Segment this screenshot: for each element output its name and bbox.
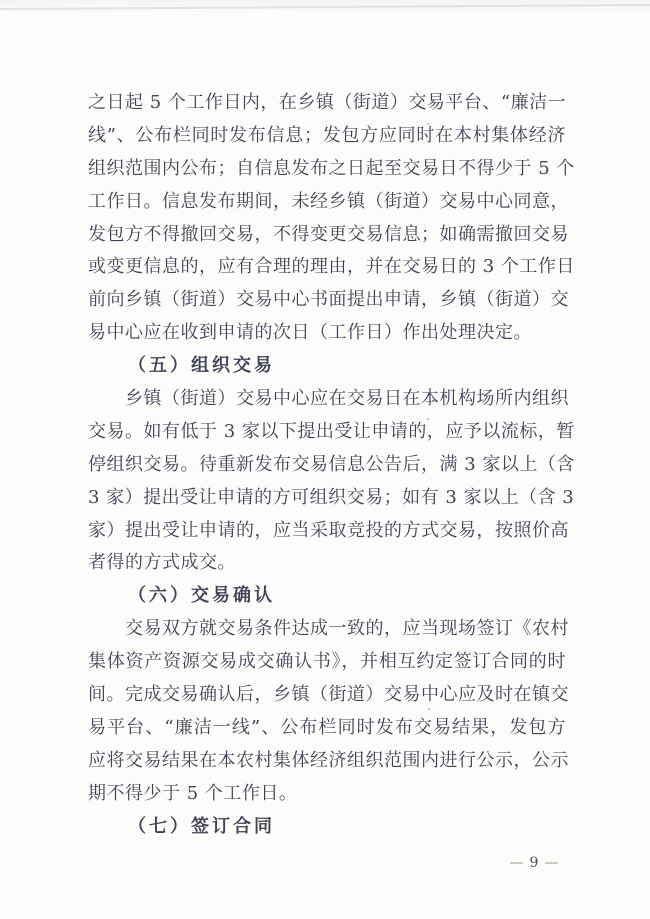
page-number: [500, 853, 568, 873]
text-line: 乡镇（街道）交易中心应在交易日在本机构场所内组织: [125, 388, 569, 410]
page-number-dash-left: —: [509, 855, 524, 871]
text-line: 易中心应在收到申请的次日（工作日）作出处理决定。: [88, 322, 532, 344]
text-line: 组织范围内公布；自信息发布之日起至交易日不得少于 5 个: [88, 157, 575, 179]
page-number-dash-right: —: [544, 855, 559, 871]
scan-speckle: [427, 123, 429, 125]
document-text: [88, 87, 575, 843]
text-line: 发包方不得撤回交易，不得变更交易信息；如确需撤回交易: [88, 223, 569, 245]
text-line: 工作日。信息发布期间，未经乡镇（街道）交易中心同意，: [88, 190, 569, 212]
section-heading: （五）组织交易: [128, 355, 275, 377]
text-line: 应将交易结果在本农村集体经济组织范围内进行公示，公示: [88, 749, 569, 771]
text-line: 集体资产资源交易成交确认书》，并相互约定签订合同的时: [88, 651, 566, 673]
text-line: 或变更信息的，应有合理的理由，并在交易日的 3 个工作日: [88, 256, 575, 278]
text-line: 期不得少于 5 个工作日。: [88, 782, 298, 804]
section-heading: （六）交易确认: [128, 585, 275, 607]
text-line: 者得的方式成交。: [88, 552, 236, 574]
text-line: 线”、公布栏同时发布信息；发包方应同时在本村集体经济: [88, 124, 566, 146]
text-line: 交易双方就交易条件达成一致的，应当现场签订《农村: [125, 618, 569, 640]
page-number-value: 9: [529, 855, 539, 871]
text-line: 之日起 5 个工作日内，在乡镇（街道）交易平台、“廉洁一: [88, 92, 567, 113]
text-line: 家）提出受让申请的，应当采取竞投的方式交易，按照价高: [88, 519, 569, 541]
text-line: 易平台、“廉洁一线”、公布栏同时发布交易结果，发包方: [88, 716, 566, 738]
text-line: 前向乡镇（街道）交易中心书面提出申请，乡镇（街道）交: [88, 289, 569, 311]
text-line: 间。完成交易确认后，乡镇（街道）交易中心应及时在镇交: [88, 684, 569, 706]
text-line: 3 家）提出受让申请的方可组织交易；如有 3 家以上（含 3: [88, 486, 575, 508]
section-heading: （七）签订合同: [128, 815, 275, 837]
text-line: 停组织交易。待重新发布交易信息公告后，满 3 家以上（含: [88, 453, 575, 475]
scan-speckle: [427, 418, 429, 420]
text-line: 交易。如有低于 3 家以下提出受让申请的，应予以流标，暂: [88, 420, 575, 442]
scan-speckle: [428, 708, 430, 710]
